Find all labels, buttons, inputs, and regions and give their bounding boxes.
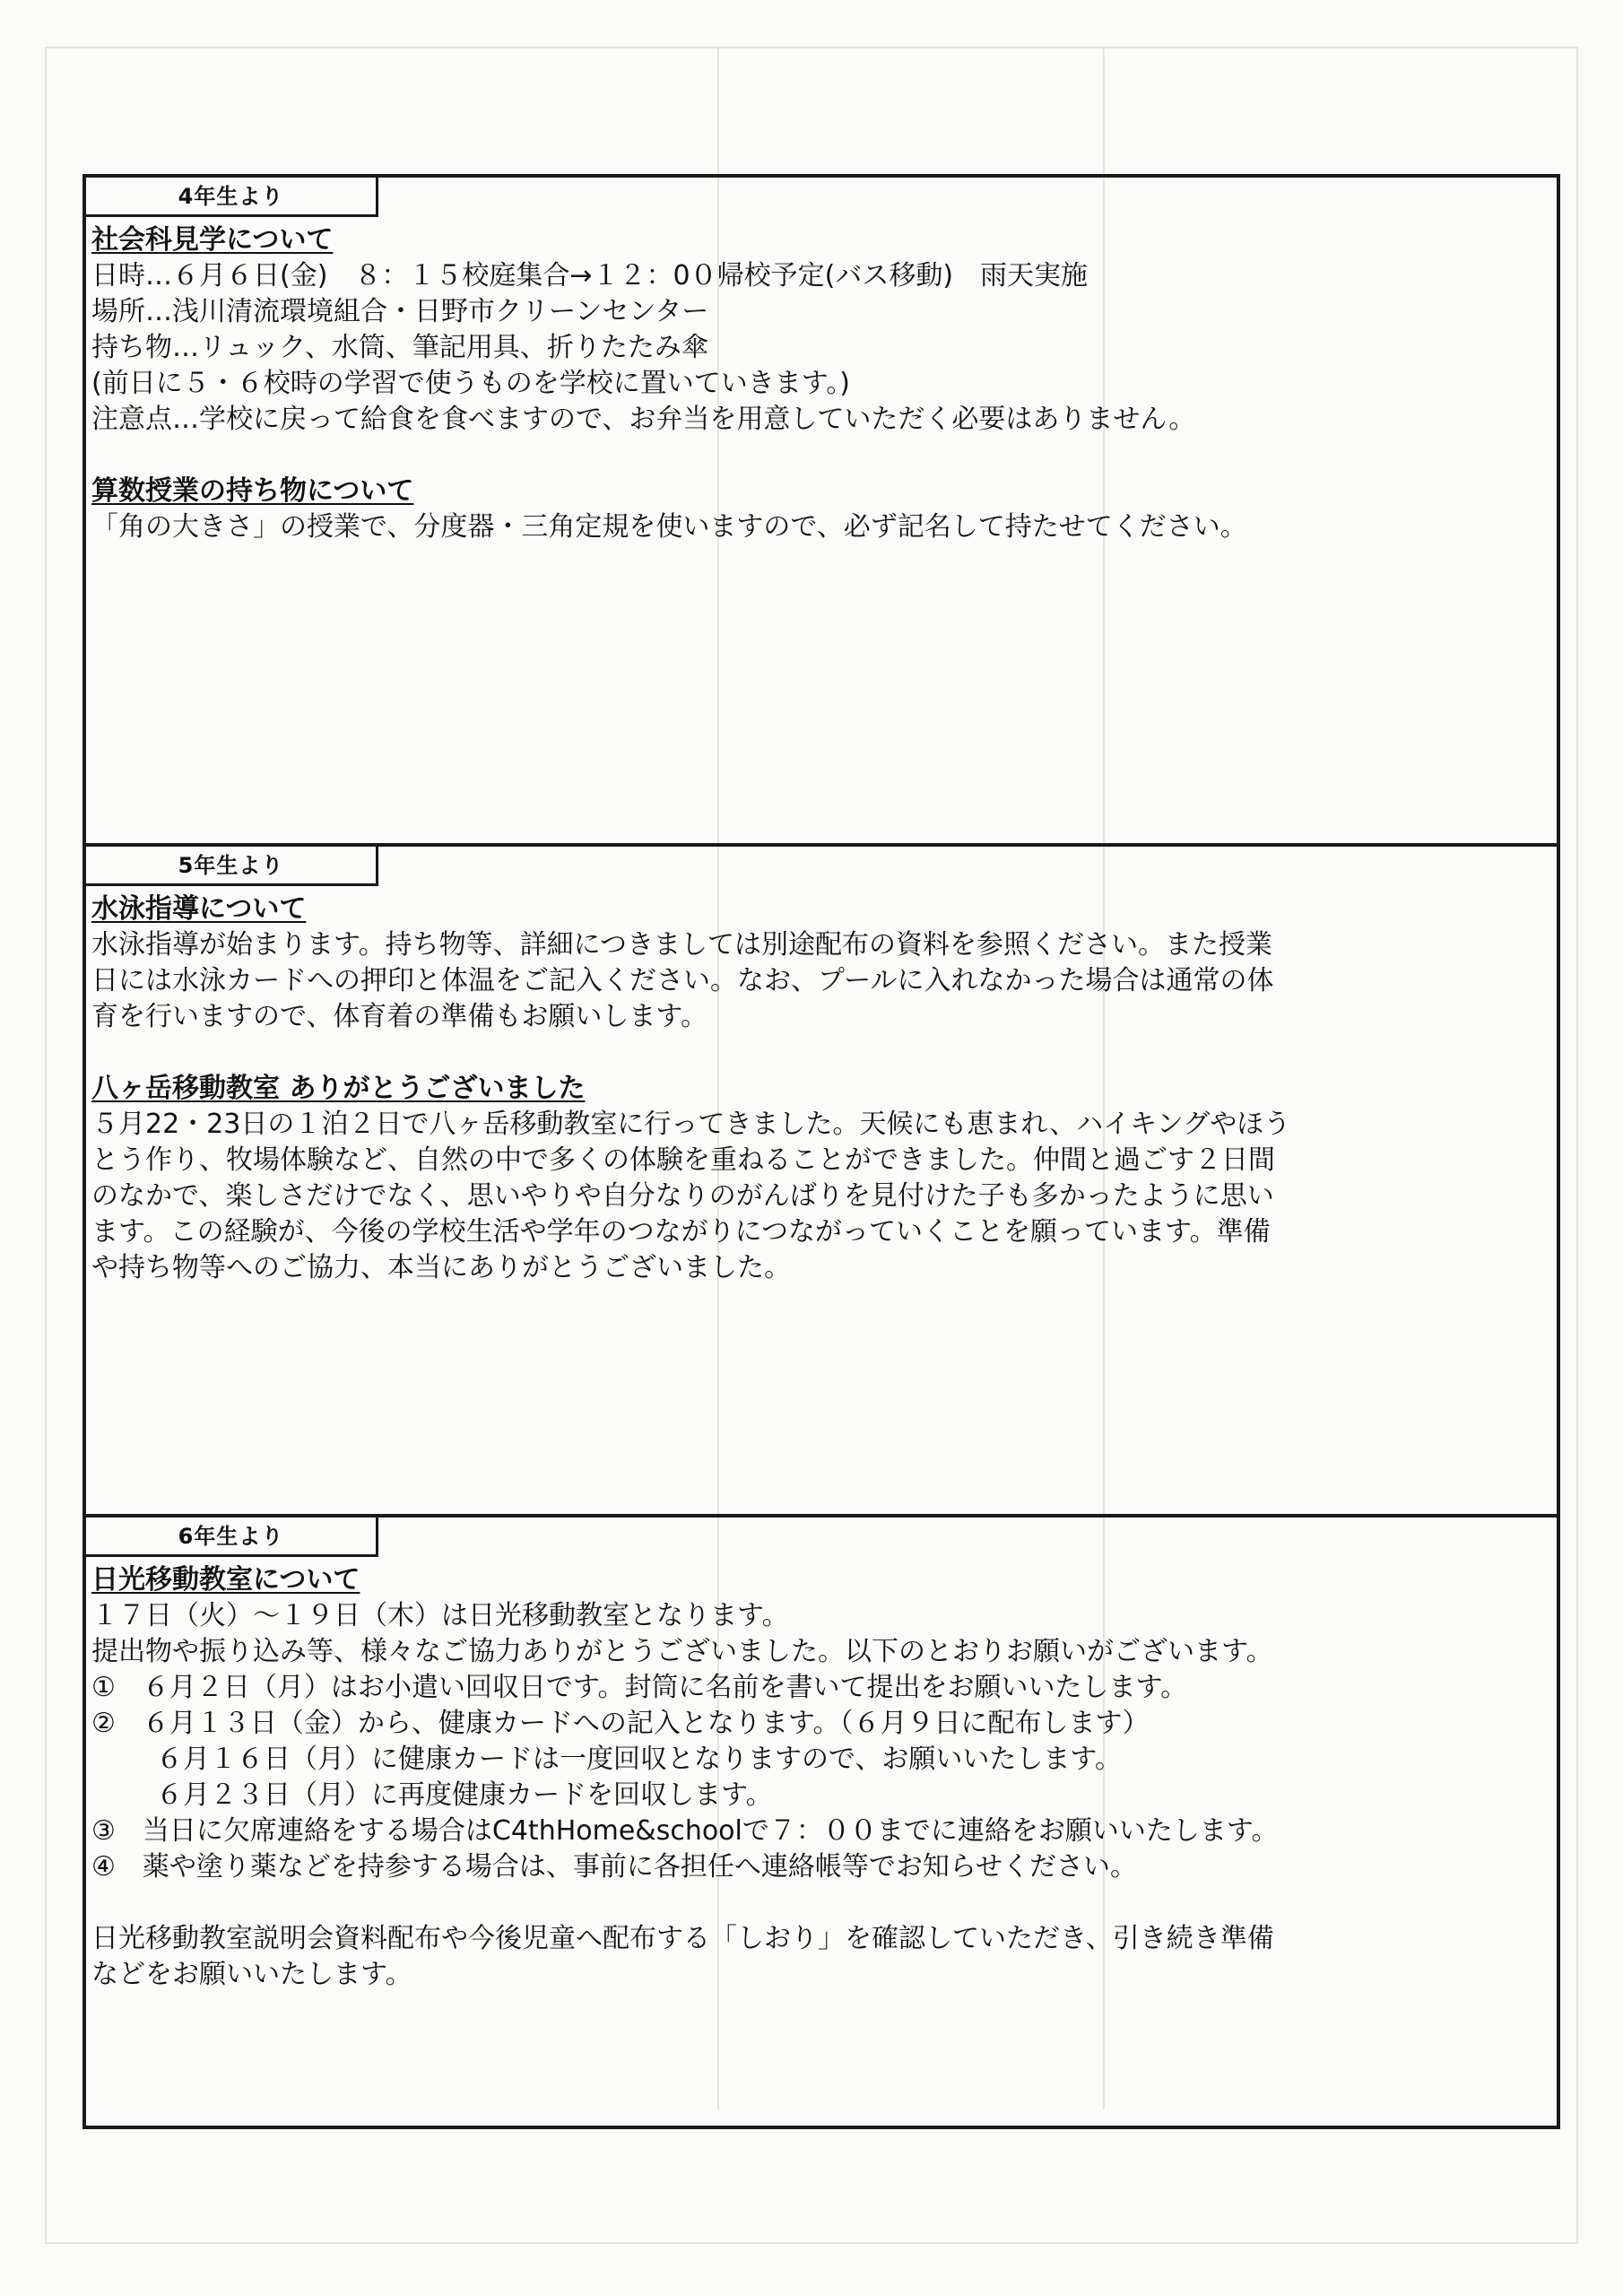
list-item: ④ 薬や塗り薬などを持参する場合は、事前に各担任へ連絡帳等でお知らせください。 bbox=[91, 1851, 1137, 1883]
text-line: １７日（火）～１９日（木）は日光移動教室となります。 bbox=[91, 1600, 789, 1631]
section-content bbox=[91, 891, 1551, 1286]
text-line: 日には水泳カードへの押印と体温をご記入ください。なお、プールに入れなかった場合は通常の体 bbox=[91, 965, 1274, 996]
section-tag: 4年生より bbox=[86, 178, 378, 217]
text-line: とう作り、牧場体験など、自然の中で多くの体験を重ねることができました。仲間と過ごす２日間 bbox=[91, 1144, 1275, 1176]
text-line: 育を行いますので、体育着の準備もお願いします。 bbox=[91, 1001, 707, 1032]
heading-math-items: 算数授業の持ち物について bbox=[91, 475, 414, 507]
text-line: 持ち物…リュック、水筒、筆記用具、折りたたみ傘 bbox=[91, 332, 708, 363]
heading-social-studies-trip: 社会科見学について bbox=[91, 224, 334, 256]
heading-swimming: 水泳指導について bbox=[91, 893, 307, 925]
section-tag: 5年生より bbox=[86, 847, 378, 886]
text-line: 場所…浅川清流環境組合・日野市クリーンセンター bbox=[91, 296, 709, 327]
text-line: 提出物や振り込み等、様々なご協力ありがとうございました。以下のとおりお願いがございます。 bbox=[91, 1636, 1273, 1667]
section-content bbox=[91, 1562, 1551, 1993]
text-line: などをお願いいたします。 bbox=[91, 1959, 412, 1990]
text-line: 「角の大きさ」の授業で、分度器・三角定規を使いますので、必ず記名して持たせてください。 bbox=[91, 511, 1247, 543]
text-line: や持ち物等へのご協力、本当にありがとうございました。 bbox=[91, 1252, 791, 1283]
heading-yatsugatake-trip: 八ヶ岳移動教室 ありがとうございました bbox=[91, 1073, 586, 1104]
list-item-indented: ６月２３日（月）に再度健康カードを回収します。 bbox=[156, 1779, 773, 1811]
text-line: 日光移動教室説明会資料配布や今後児童へ配布する「しおり」を確認していただき、引き続き準備 bbox=[91, 1923, 1274, 1954]
section-tag: 6年生より bbox=[86, 1518, 378, 1557]
list-item: ① ６月２日（月）はお小遣い回収日です。封筒に名前を書いて提出をお願いいたします。 bbox=[91, 1672, 1188, 1703]
section-grade6 bbox=[86, 1514, 1557, 2126]
list-item-indented: ６月１６日（月）に健康カードは一度回収となりますので、お願いいたします。 bbox=[156, 1744, 1122, 1775]
text-line: (前日に５・６校時の学習で使うものを学校に置いていきます。) bbox=[91, 368, 851, 399]
section-content bbox=[91, 222, 1551, 545]
text-line: ５月22・23日の１泊２日で八ヶ岳移動教室に行ってきました。天候にも恵まれ、ハイキングやほう bbox=[91, 1109, 1291, 1140]
list-item: ② ６月１３日（金）から、健康カードへの記入となります。（６月９日に配布します） bbox=[91, 1708, 1150, 1739]
text-line: 注意点…学校に戻って給食を食べますので、お弁当を用意していただく必要はありません。 bbox=[91, 404, 1196, 435]
section-grade5 bbox=[86, 843, 1557, 1514]
text-line: 水泳指導が始まります。持ち物等、詳細につきましては別途配布の資料を参照ください。また授業 bbox=[91, 929, 1272, 961]
notice-frame bbox=[82, 174, 1560, 2129]
text-line: 日時…６月６日(金) ８：１５校庭集合→１２：0０帰校予定(バス移動) 雨天実施 bbox=[91, 260, 1089, 291]
text-line: ます。この経験が、今後の学校生活や学年のつながりにつながっていくことを願っています。準備 bbox=[91, 1216, 1271, 1248]
list-item: ③ 当日に欠席連絡をする場合はC4thHome&schoolで７：００までに連絡をお願いいたします。 bbox=[91, 1815, 1279, 1847]
text-line: のなかで、楽しさだけでなく、思いやりや自分なりのがんばりを見付けた子も多かったように思い bbox=[91, 1180, 1274, 1212]
heading-nikko-trip: 日光移動教室について bbox=[91, 1564, 360, 1596]
section-grade4 bbox=[86, 178, 1557, 843]
